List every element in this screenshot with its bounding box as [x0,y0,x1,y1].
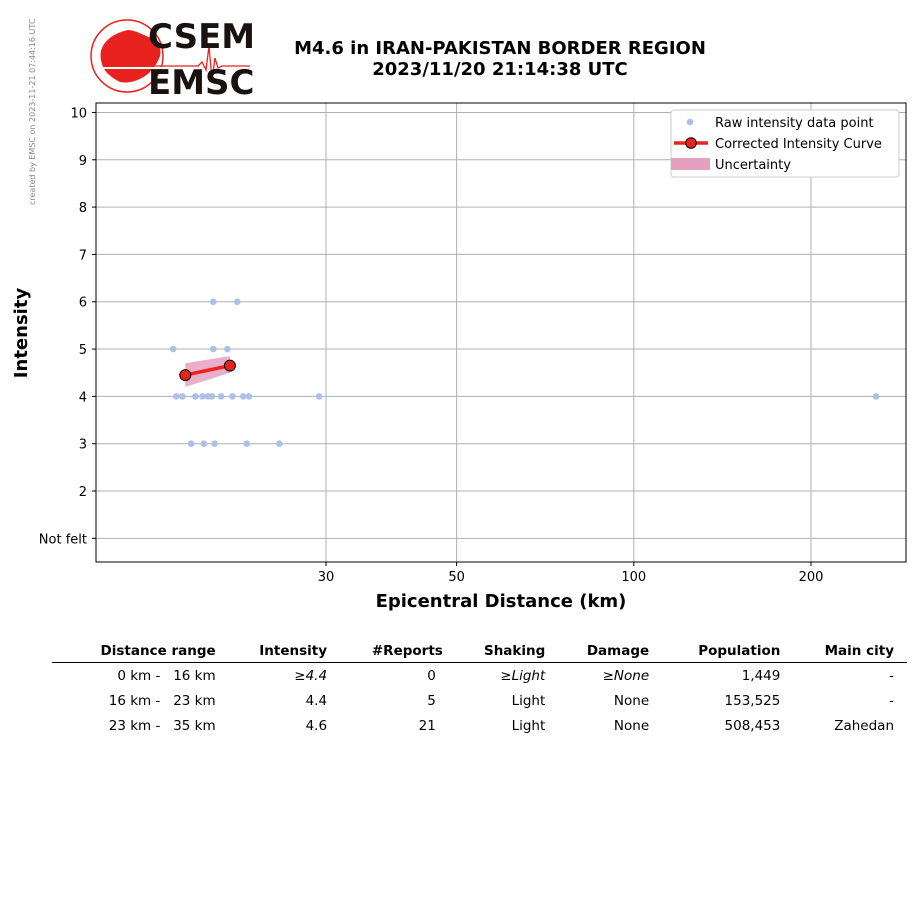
legend-raw-marker [687,119,694,126]
raw-data-point [234,298,241,305]
title-line-2: 2023/11/20 21:14:38 UTC [372,59,628,80]
cell-city: - [889,692,894,709]
raw-data-point [210,298,217,305]
cell-intensity: ≥4.4 [294,667,328,684]
raw-data-point [224,346,231,353]
raw-data-point [209,393,216,400]
raw-data-point [276,440,283,447]
y-tick-label: Not felt [38,532,87,548]
raw-data-point [229,393,236,400]
cell-reports: 0 [427,667,436,684]
cell-intensity: 4.6 [305,717,328,734]
raw-data-point [243,440,250,447]
cell-city: Zahedan [834,717,894,734]
table-row [52,713,907,738]
cell-intensity: 4.4 [305,692,328,709]
cell-reports: 5 [427,692,436,709]
corrected-curve-point [180,370,191,381]
col-reports: #Reports [340,640,456,663]
logo-text-top: CSEM [148,18,256,57]
table-header-row [52,640,907,663]
creation-stamp: created by EMSC on 2023-11-21 07:44:16 UTC [28,18,37,205]
y-tick-label: 9 [78,153,87,169]
col-intensity: Intensity [229,640,340,663]
y-tick-label: 4 [78,390,87,406]
cell-shaking: Light [511,692,546,709]
cell-damage: None [613,717,650,734]
x-tick-label: 100 [621,570,647,585]
x-tick-label: 30 [317,570,335,585]
raw-data-point [246,393,253,400]
legend-curve-label: Corrected Intensity Curve [715,137,882,152]
col-damage: Damage [558,640,662,663]
raw-data-point [179,393,186,400]
intensity-table [52,640,907,738]
title-line-1: M4.6 in IRAN-PAKISTAN BORDER REGION [294,38,706,59]
raw-data-point [210,346,217,353]
x-ticks [318,562,824,585]
raw-data-point [170,346,177,353]
cell-population: 1,449 [741,667,781,684]
raw-points-layer [170,298,880,447]
raw-data-point [873,393,880,400]
y-tick-label: 2 [78,485,87,501]
cell-range: 16 km - 23 km [108,692,216,709]
col-population: Population [662,640,793,663]
col-shaking: Shaking [456,640,558,663]
cell-reports: 21 [418,717,436,734]
x-tick-label: 50 [448,570,465,585]
y-ticks [39,106,96,547]
cell-damage: ≥None [602,667,650,684]
y-tick-label: 8 [78,201,87,217]
col-distance-range: Distance range [52,640,229,663]
raw-data-point [173,393,180,400]
cell-population: 153,525 [724,692,781,709]
x-axis-label: Epicentral Distance (km) [375,591,627,612]
raw-data-point [240,393,247,400]
y-tick-label: 10 [70,106,87,122]
legend-uncertainty-swatch [671,158,710,170]
raw-data-point [218,393,225,400]
cell-damage: None [613,692,650,709]
y-tick-label: 7 [78,248,87,264]
raw-data-point [188,440,195,447]
raw-data-point [316,393,323,400]
cell-shaking: Light [511,717,546,734]
legend [671,110,899,177]
y-tick-label: 6 [78,295,87,311]
corrected-curve-point [224,360,235,371]
col-main-city: Main city [793,640,907,663]
cell-range: 23 km - 35 km [108,717,216,734]
y-tick-label: 5 [78,343,87,359]
x-tick-label: 200 [798,570,824,585]
table-row [52,663,907,689]
legend-uncertainty-label: Uncertainty [715,158,791,173]
cell-city: - [889,667,894,684]
cell-shaking: ≥Light [500,667,546,684]
y-axis-label: Intensity [11,287,32,379]
logo-text-bottom: EMSC [148,63,255,100]
raw-data-point [211,440,218,447]
cell-range: 0 km - 16 km [117,667,216,684]
legend-raw-label: Raw intensity data point [715,116,874,131]
table-row [52,688,907,713]
raw-data-point [192,393,199,400]
raw-data-point [201,440,208,447]
y-tick-label: 3 [78,437,87,453]
legend-curve-marker [686,138,697,149]
cell-population: 508,453 [724,717,781,734]
